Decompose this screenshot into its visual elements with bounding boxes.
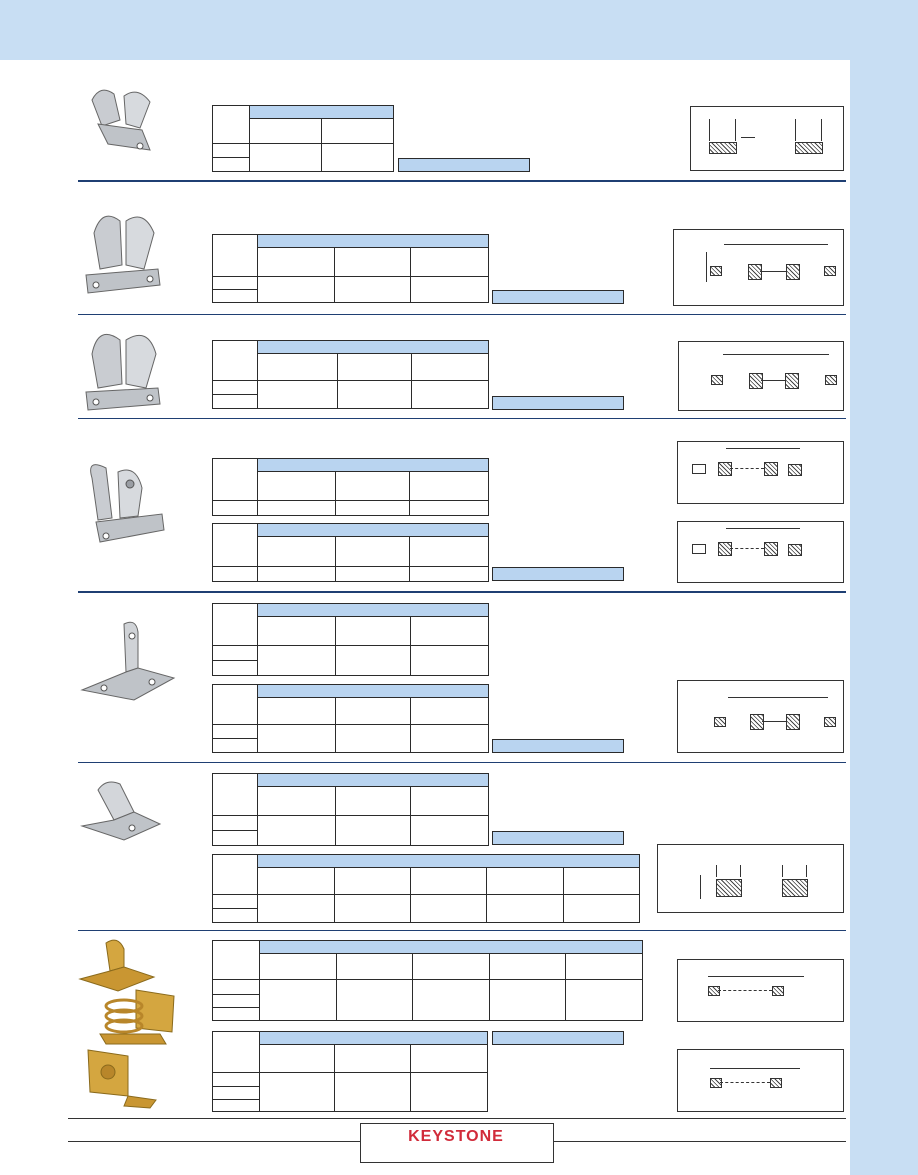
pcb-layout-drawing-3 — [678, 341, 844, 411]
part-number-bar-6 — [492, 831, 624, 845]
part-number-bar-2 — [492, 290, 624, 304]
part-number-bar-7 — [492, 1031, 624, 1045]
spec-table-1 — [212, 105, 394, 172]
section-divider-3 — [78, 418, 846, 419]
side-color-band — [850, 0, 918, 1175]
section-divider-2 — [78, 314, 846, 315]
battery-contact-photo-6 — [80, 780, 162, 842]
pcb-layout-drawing-4b — [677, 521, 844, 583]
section-divider-4 — [78, 591, 846, 593]
keystone-logo: KEYSTONE — [389, 1128, 523, 1146]
brass-contact-photo-7c — [84, 1046, 160, 1110]
pcb-layout-drawing-1 — [690, 106, 844, 171]
section-divider-1 — [78, 180, 846, 182]
brass-contact-photo-7a — [78, 937, 158, 993]
part-number-bar-3 — [492, 396, 624, 410]
part-number-bar-5 — [492, 739, 624, 753]
top-color-band — [0, 0, 850, 60]
spec-table-3 — [212, 340, 489, 409]
footer-logo-box — [360, 1123, 554, 1163]
spec-table-4a — [212, 458, 489, 516]
section-divider-5 — [78, 762, 846, 763]
spec-table-7a — [212, 940, 643, 1021]
spring-contact-photo-7b — [96, 988, 180, 1046]
spec-table-5b — [212, 684, 489, 753]
battery-clip-photo-3 — [80, 322, 164, 414]
spec-table-2 — [212, 234, 489, 303]
pcb-layout-drawing-2 — [673, 229, 844, 306]
section-divider-6 — [78, 930, 846, 931]
spec-table-6b — [212, 854, 640, 923]
spec-table-5a — [212, 603, 489, 676]
pcb-layout-drawing-5 — [677, 680, 844, 753]
battery-contact-photo-5 — [78, 620, 178, 704]
battery-clip-photo-2 — [80, 203, 164, 295]
spec-table-7b — [212, 1031, 488, 1112]
battery-clip-photo-1 — [80, 80, 160, 160]
battery-clip-photo-4 — [78, 458, 170, 550]
part-number-bar-1 — [398, 158, 530, 172]
part-number-bar-4 — [492, 567, 624, 581]
pcb-layout-drawing-7a — [677, 959, 844, 1022]
pcb-layout-drawing-6 — [657, 844, 844, 913]
spec-table-4b — [212, 523, 489, 582]
pcb-layout-drawing-4a — [677, 441, 844, 504]
pcb-layout-drawing-7b — [677, 1049, 844, 1112]
spec-table-6a — [212, 773, 489, 846]
footer-rule-top — [68, 1118, 846, 1119]
